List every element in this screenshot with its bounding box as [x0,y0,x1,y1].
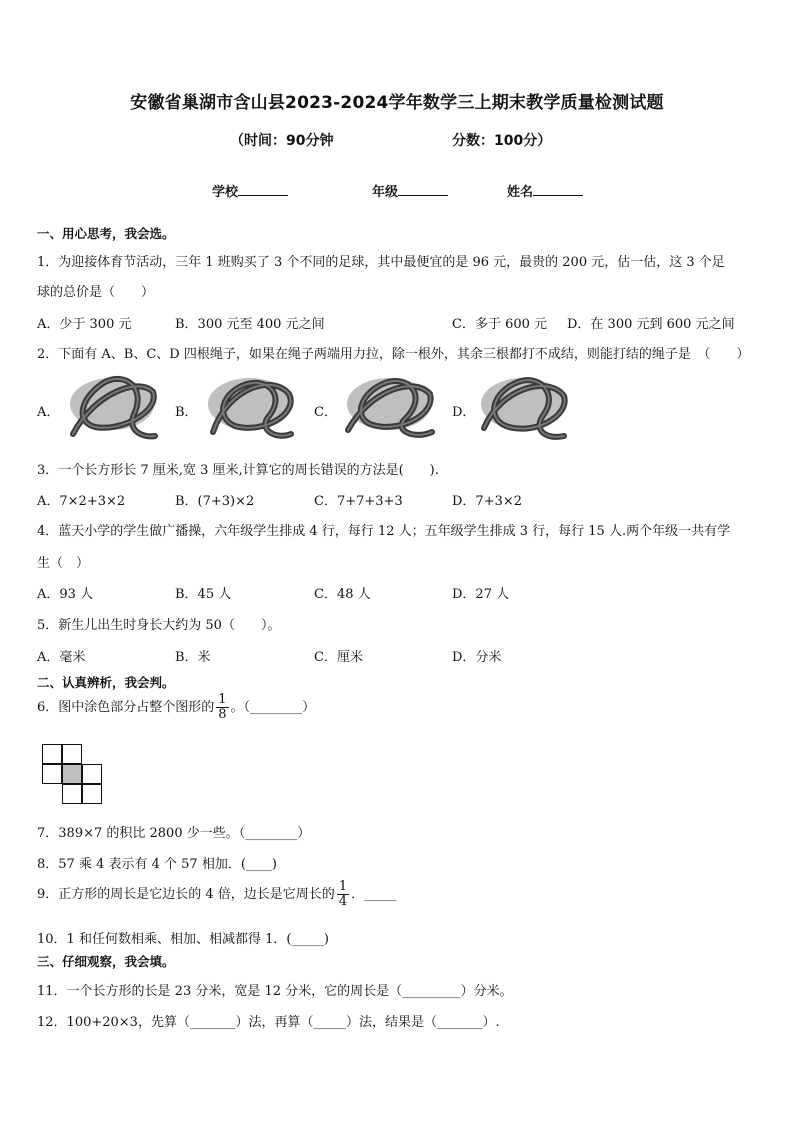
q12-text[interactable]: 12．100+20×3，先算（_______）法，再算（_____）法，结果是（_______）. [37,1015,500,1030]
q3-text: 3．一个长方形长 7 厘米,宽 3 厘米,计算它的周长错误的方法是( ). [37,463,439,478]
q5-text: 5．新生儿出生时身长大约为 50（ ）。 [37,618,281,633]
q2-text: 2．下面有 A、B、C、D 四根绳子，如果在绳子两端用力拉，除一根外，其余三根都打不成结，则能打结的绳子是 （ ） [37,347,750,362]
q1-option-b[interactable]: B．300 元至 400 元之间 [175,317,325,332]
name-blank[interactable] [533,183,583,196]
page-title: 安徽省巢湖市含山县2023-2024学年数学三上期末教学质量检测试题 [130,93,664,113]
name-field[interactable] [507,181,583,200]
q6-text [37,693,315,722]
section-2-heading: 二、认真辨析，我会判。 [37,675,175,690]
exam-time: （时间：90分钟 [230,133,334,149]
q1-option-a[interactable]: A．少于 300 元 [37,317,132,332]
school-blank[interactable] [238,183,288,196]
exam-score: 分数：100分） [452,133,552,149]
q5-option-d[interactable]: D．分米 [452,650,502,665]
q7-text[interactable]: 7．389×7 的积比 2800 少一些。（________） [37,826,311,841]
q9-fraction-numerator: 1 [338,879,348,894]
q2-option-c-label[interactable]: C． [314,405,337,420]
q5-option-b[interactable]: B．米 [175,650,211,665]
q2-option-a-label[interactable]: A． [37,405,60,420]
rope-d-image[interactable] [476,372,570,444]
q3-option-b[interactable]: B．(7+3)×2 [175,494,255,509]
q4-option-b[interactable]: B．45 人 [175,587,232,602]
q3-option-c[interactable]: C．7+7+3+3 [314,494,403,509]
q10-text[interactable]: 10．1 和任何数相乘、相加、相减都得 1．(_____) [37,932,329,947]
q1-option-c[interactable]: C．多于 600 元 [452,317,548,332]
rope-a-image[interactable] [65,372,159,444]
name-label: 姓名 [507,185,534,200]
q6-fraction-numerator: 1 [218,692,227,707]
q6-fraction [216,693,228,722]
section-3-heading: 三、仔细观察，我会填。 [37,954,175,969]
q9-text-after[interactable]: ．_____ [351,887,397,902]
q9-fraction [337,880,349,909]
grade-blank[interactable] [398,183,448,196]
q1-text-line2: 球的总价是（ ） [37,285,155,300]
q4-option-d[interactable]: D．27 人 [452,587,510,602]
q11-text[interactable]: 11．一个长方形的长是 23 分米，宽是 12 分米，它的周长是（_________）分米。 [37,984,513,999]
q1-option-d[interactable]: D．在 300 元到 600 元之间 [567,317,735,332]
q2-option-b-label[interactable]: B． [175,405,198,420]
rope-b-image[interactable] [203,372,297,444]
q9-text [37,880,397,909]
rope-c-image[interactable] [342,372,436,444]
q1-text-line1: 1．为迎接体育节活动，三年 1 班购买了 3 个不同的足球，其中最便宜的是 96 元，最贵的 200 元，估一估，这 3 个足 [37,255,725,270]
q3-option-a[interactable]: A．7×2+3×2 [37,494,126,509]
q6-text-before: 6．图中涂色部分占整个图形的 [37,700,215,715]
grade-label: 年级 [372,185,399,200]
q6-text-after[interactable]: 。（________） [230,700,316,715]
q5-option-a[interactable]: A．毫米 [37,650,86,665]
q4-option-a[interactable]: A．93 人 [37,587,94,602]
q3-option-d[interactable]: D．7+3×2 [452,494,523,509]
q4-text-line2: 生（ ） [37,556,90,571]
q4-text-line1: 4．蓝天小学的学生做广播操，六年级学生排成 4 行，每行 12 人；五年级学生排成 3 行，每行 15 人.两个年级一共有学 [37,524,731,539]
q9-fraction-denominator: 4 [338,894,348,909]
section-1-heading: 一、用心思考，我会选。 [37,226,175,241]
q4-option-c[interactable]: C．48 人 [314,587,371,602]
school-label: 学校 [212,185,239,200]
grade-field[interactable] [372,181,448,200]
school-field[interactable] [212,181,288,200]
q6-fraction-denominator: 8 [218,707,227,722]
q5-option-c[interactable]: C．厘米 [314,650,363,665]
q8-text[interactable]: 8．57 乘 4 表示有 4 个 57 相加．(____) [37,857,277,872]
q9-text-before: 9．正方形的周长是它边长的 4 倍，边长是它周长的 [37,887,335,902]
q2-option-d-label[interactable]: D． [452,405,476,420]
q6-grid-figure [42,744,102,804]
